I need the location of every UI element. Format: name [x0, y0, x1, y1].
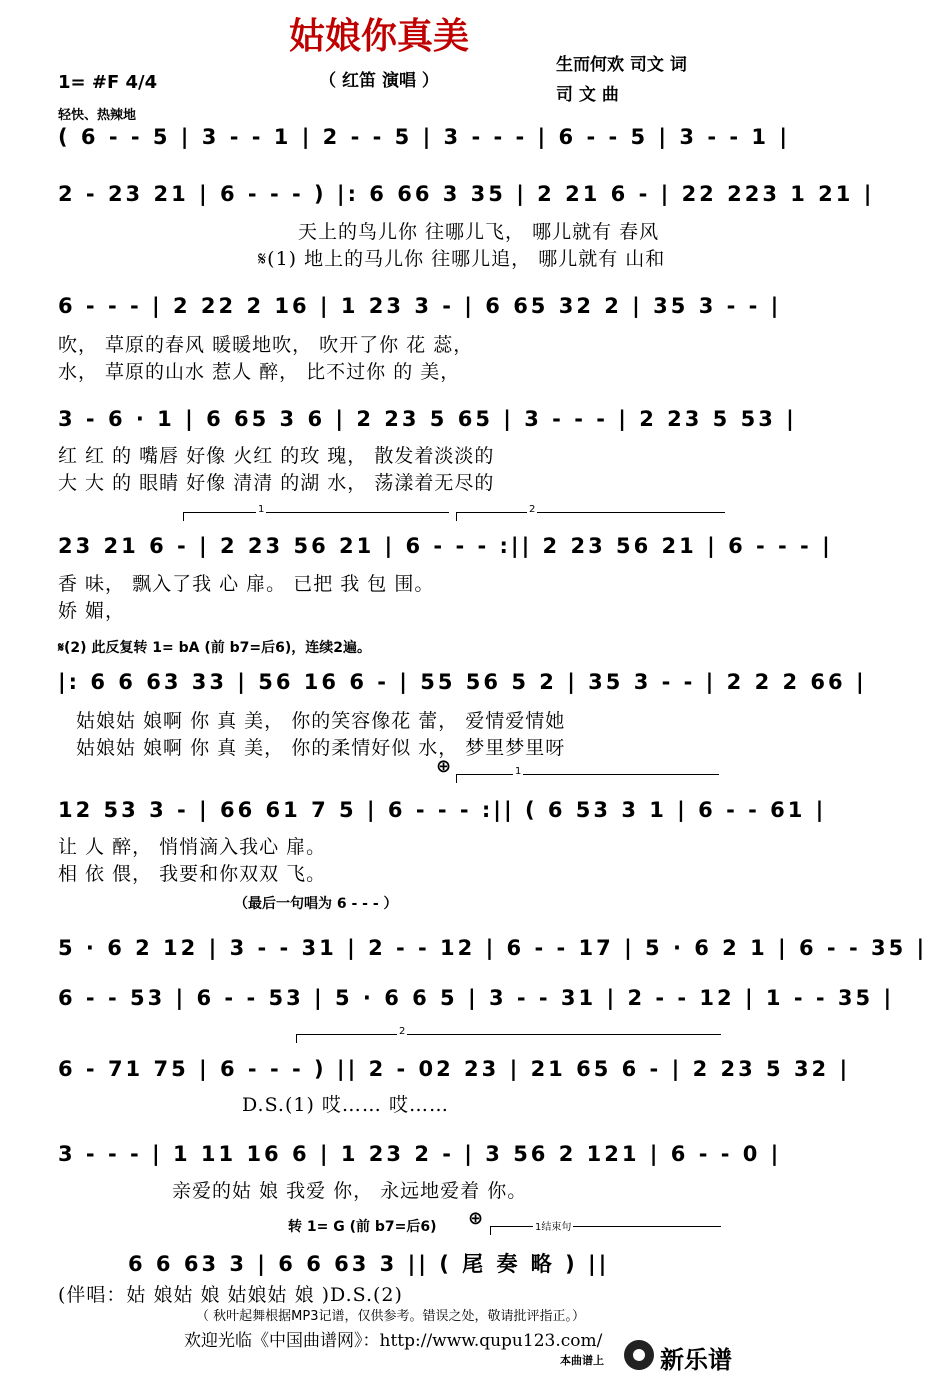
- disclaimer: （ 秋叶起舞根据MP3记谱，仅供参考。错误之处，敬请批评指正。）: [196, 1309, 585, 1324]
- lyric-row-2-verse-2: 𝄋(1) 地上的马儿你 往哪儿追， 哪儿就有 山和: [258, 248, 666, 270]
- score-row-6: |: 6 6 63 33 | 56 16 6 - | 55 56 5 2 | 35 3 - - | 2 2 2 66 |: [58, 670, 867, 694]
- volta-1-label: 1: [258, 504, 265, 515]
- record-logo-icon: [624, 1340, 654, 1370]
- lyric-row-11: 亲爱的姑 娘 我爱 你， 永远地爱着 你。: [172, 1180, 528, 1202]
- composer-credit: 司 文 曲: [556, 85, 619, 105]
- score-row-12: 6 6 63 3 | 6 6 63 3 || ( 尾 奏 略 ) ||: [128, 1252, 610, 1276]
- end-bracket-label: 1结束句: [533, 1218, 573, 1233]
- modulation-note: 转 1= G (前 b7=后6): [288, 1219, 437, 1235]
- volta-2-label: 2: [529, 504, 536, 515]
- coda-sign-1: ⊕: [436, 756, 452, 777]
- coda-sign-2: ⊕: [468, 1208, 484, 1229]
- score-row-10: 6 - 71 75 | 6 - - - ) || 2 - 02 23 | 21 65 6 - | 2 23 5 32 |: [58, 1057, 851, 1081]
- lyric-row-4-verse-2: 大 大 的 眼睛 好像 清清 的湖 水， 荡漾着无尽的: [58, 472, 495, 494]
- score-row-7: 12 53 3 - | 66 61 7 5 | 6 - - - :|| ( 6 53 3 1 | 6 - - 61 |: [58, 798, 827, 822]
- site-link[interactable]: 欢迎光临《中国曲谱网》：http://www.qupu123.com/: [184, 1331, 603, 1351]
- score-row-11: 3 - - - | 1 11 16 6 | 1 23 2 - | 3 56 2 121 | 6 - - 0 |: [58, 1142, 782, 1166]
- source-note: 本曲谱上: [560, 1354, 604, 1367]
- key-signature: 1= #F 4/4: [58, 72, 158, 93]
- volta-bracket-4: [296, 1026, 721, 1043]
- lyric-row-6-verse-1: 姑娘姑 娘啊 你 真 美， 你的笑容像花 蕾， 爱情爱情她: [76, 710, 566, 732]
- score-row-2: 2 - 23 21 | 6 - - - ) |: 6 66 3 35 | 2 21 6 - | 22 223 1 21 |: [58, 182, 875, 206]
- lyric-row-7-verse-2: 相 依 偎， 我要和你双双 飞。: [58, 863, 327, 885]
- lyric-row-6-verse-2: 姑娘姑 娘啊 你 真 美， 你的柔情好似 水， 梦里梦里呀: [76, 737, 566, 759]
- score-row-5: 23 21 6 - | 2 23 56 21 | 6 - - - :|| 2 23 56 21 | 6 - - - |: [58, 534, 833, 558]
- lyricist-credit: 生而何欢 司文 词: [556, 55, 687, 75]
- end-bracket: [490, 1222, 721, 1235]
- score-row-9: 6 - - 53 | 6 - - 53 | 5 · 6 6 5 | 3 - - 31 | 2 - - 12 | 1 - - 35 |: [58, 986, 895, 1010]
- lyric-row-7-verse-1: 让 人 醉， 悄悄滴入我心 扉。: [58, 836, 327, 858]
- lyric-row-10: D.S.(1) 哎…… 哎……: [242, 1094, 449, 1116]
- lyric-row-12: (伴唱：姑 娘姑 娘 姑娘姑 娘 )D.S.(2): [58, 1284, 403, 1306]
- lyric-row-3-verse-1: 吹， 草原的春风 暖暖地吹， 吹开了你 花 蕊，: [58, 334, 474, 356]
- last-line-note: （最后一句唱为 6 - - - ）: [234, 896, 398, 912]
- score-row-3: 6 - - - | 2 22 2 16 | 1 23 3 - | 6 65 32 2 | 35 3 - - |: [58, 294, 782, 318]
- singer-credit: （ 红笛 演唱 ）: [319, 71, 439, 91]
- lyric-row-3-verse-2: 水， 草原的山水 惹人 醉， 比不过你 的 美，: [58, 361, 461, 383]
- score-row-1: ( 6 - - 5 | 3 - - 1 | 2 - - 5 | 3 - - - | 6 - - 5 | 3 - - 1 |: [58, 125, 790, 149]
- song-title: 姑娘你真美: [288, 15, 469, 57]
- volta-bracket-1: [183, 504, 449, 521]
- lyric-row-4-verse-1: 红 红 的 嘴唇 好像 火红 的玫 瑰， 散发着淡淡的: [58, 445, 495, 467]
- lyric-row-5-verse-1: 香 味， 飘入了我 心 扉。 已把 我 包 围。: [58, 573, 435, 595]
- logo-text: 新乐谱: [660, 1346, 732, 1374]
- volta-bracket-2: [456, 504, 725, 521]
- score-row-8: 5 · 6 2 12 | 3 - - 31 | 2 - - 12 | 6 - - 17 | 5 · 6 2 1 | 6 - - 35 |: [58, 936, 927, 960]
- repeat-instruction: 𝄋(2) 此反复转 1= bA (前 b7=后6)，连续2遍。: [58, 640, 372, 656]
- volta-3-label: 1: [515, 766, 522, 777]
- volta-bracket-3: [456, 766, 719, 783]
- lyric-row-5-verse-2: 娇 媚，: [58, 600, 126, 622]
- tempo-marking: 轻快、热辣地: [58, 108, 137, 123]
- lyric-row-2-verse-1: 天上的鸟儿你 往哪儿飞， 哪儿就有 春风: [298, 221, 660, 243]
- score-row-4: 3 - 6 · 1 | 6 65 3 6 | 2 23 5 65 | 3 - - - | 2 23 5 53 |: [58, 407, 797, 431]
- volta-4-label: 2: [399, 1026, 406, 1037]
